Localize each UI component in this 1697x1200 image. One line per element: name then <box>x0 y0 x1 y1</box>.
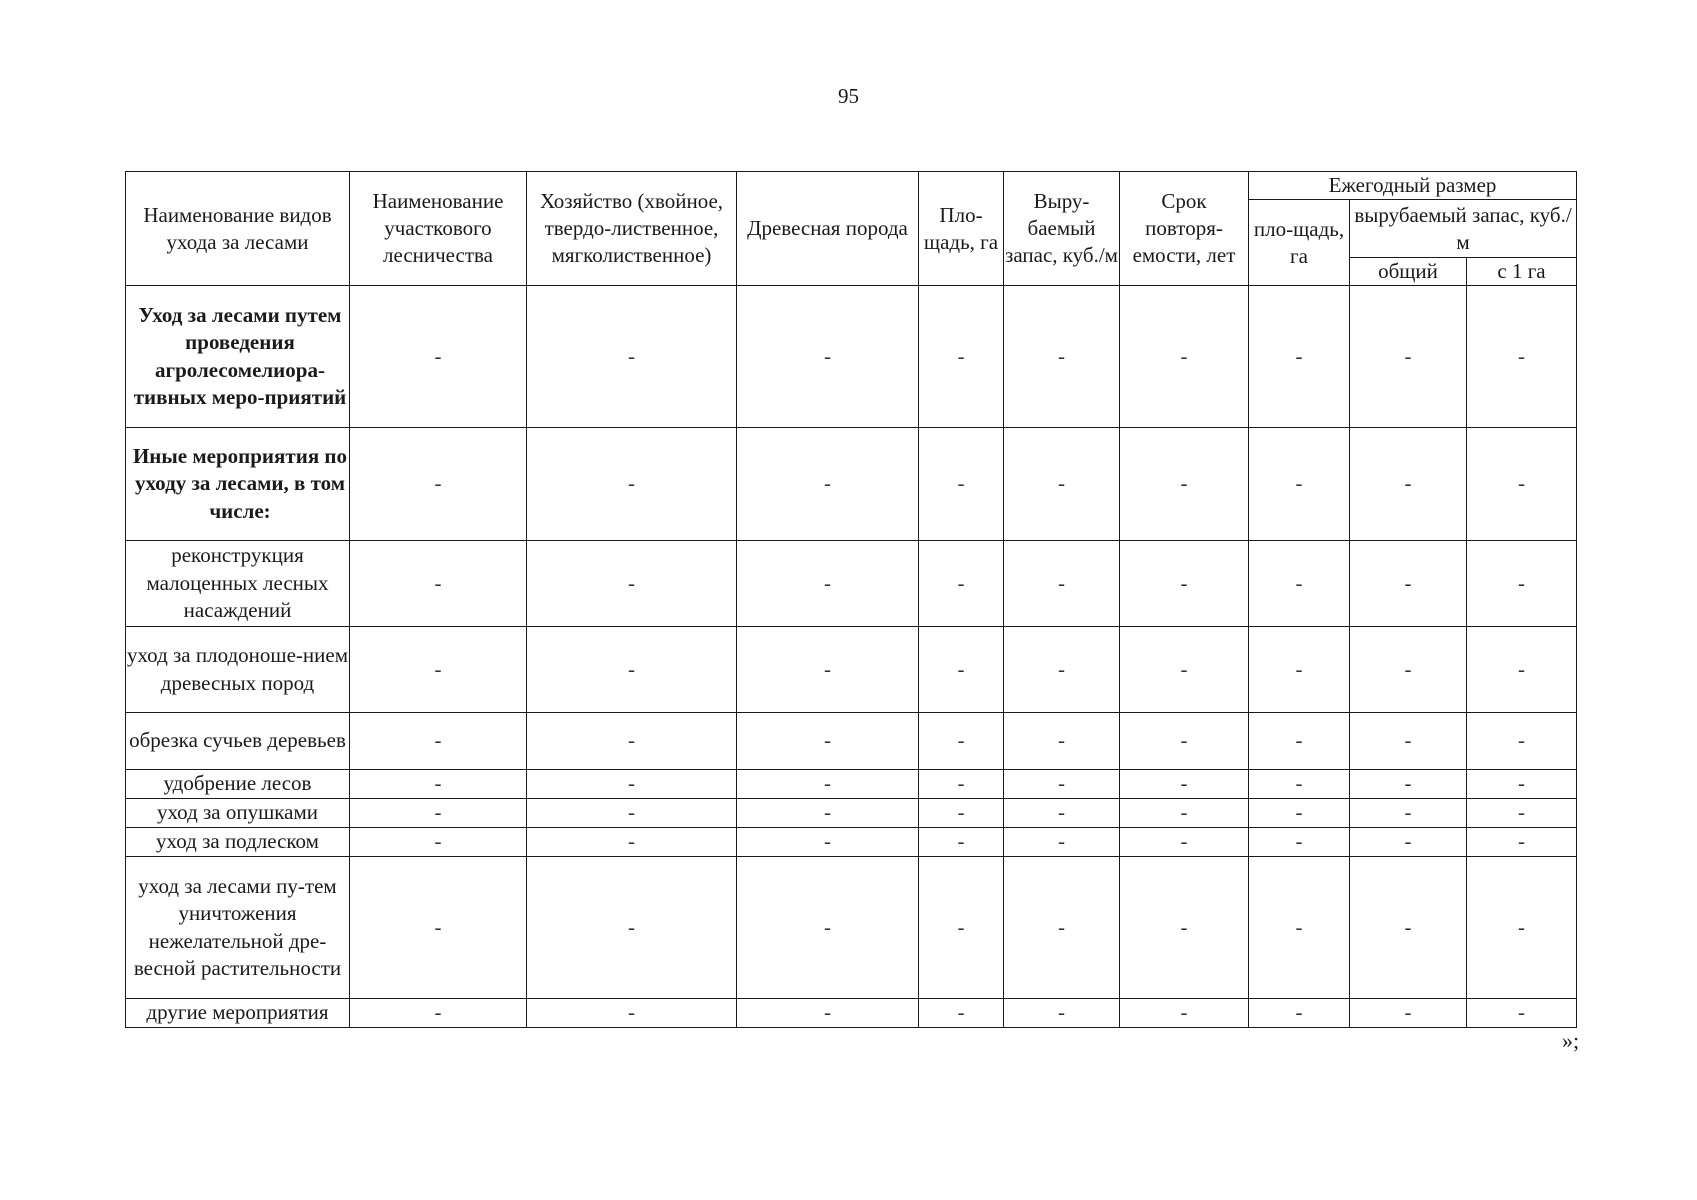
row-value: - <box>737 713 919 770</box>
row-value: - <box>1467 286 1577 428</box>
row-name: Уход за лесами путем проведения агролесомелиора-тивных меро-приятий <box>126 286 350 428</box>
row-value: - <box>737 857 919 999</box>
row-value: - <box>1004 999 1120 1028</box>
row-value: - <box>1467 627 1577 713</box>
row-value: - <box>1004 286 1120 428</box>
row-name: удобрение лесов <box>126 770 350 799</box>
row-value: - <box>919 286 1004 428</box>
row-value: - <box>1350 857 1467 999</box>
row-name: уход за опушками <box>126 799 350 828</box>
row-value: - <box>1249 799 1350 828</box>
header-forestry: Наименование участкового лесничества <box>350 172 527 286</box>
row-value: - <box>1004 627 1120 713</box>
row-value: - <box>737 999 919 1028</box>
header-tree-species: Древесная порода <box>737 172 919 286</box>
row-value: - <box>1249 713 1350 770</box>
row-value: - <box>1467 770 1577 799</box>
row-value: - <box>527 713 737 770</box>
row-value: - <box>1350 799 1467 828</box>
row-value: - <box>350 713 527 770</box>
closing-quote: »; <box>1562 1028 1580 1053</box>
row-value: - <box>1249 770 1350 799</box>
row-value: - <box>1004 828 1120 857</box>
row-value: - <box>737 828 919 857</box>
row-value: - <box>1249 627 1350 713</box>
row-value: - <box>1350 999 1467 1028</box>
row-value: - <box>1467 713 1577 770</box>
row-value: - <box>737 799 919 828</box>
row-value: - <box>350 828 527 857</box>
row-value: - <box>1350 286 1467 428</box>
row-value: - <box>1120 799 1249 828</box>
row-value: - <box>1120 286 1249 428</box>
row-value: - <box>350 770 527 799</box>
row-value: - <box>527 999 737 1028</box>
row-value: - <box>350 286 527 428</box>
header-annual-volume: вырубаемый запас, куб./м <box>1350 200 1577 258</box>
table-row <box>126 799 1577 828</box>
row-value: - <box>527 627 737 713</box>
header-annual-size: Ежегодный размер <box>1249 172 1577 200</box>
row-value: - <box>1249 428 1350 541</box>
header-repeat-period: Срок повторя-емости, лет <box>1120 172 1249 286</box>
row-value: - <box>1004 541 1120 627</box>
header-annual-area: пло-щадь, га <box>1249 200 1350 286</box>
row-value: - <box>350 857 527 999</box>
row-value: - <box>527 857 737 999</box>
row-value: - <box>1249 828 1350 857</box>
row-value: - <box>737 428 919 541</box>
row-value: - <box>919 770 1004 799</box>
row-value: - <box>527 541 737 627</box>
row-value: - <box>527 286 737 428</box>
table-header <box>126 172 1577 286</box>
header-annual-volume-per-ha: с 1 га <box>1467 258 1577 286</box>
row-name: обрезка сучьев деревьев <box>126 713 350 770</box>
row-value: - <box>919 627 1004 713</box>
row-value: - <box>919 799 1004 828</box>
row-value: - <box>919 713 1004 770</box>
row-value: - <box>1120 627 1249 713</box>
row-value: - <box>919 999 1004 1028</box>
row-value: - <box>737 286 919 428</box>
forest-care-table <box>125 171 1577 1028</box>
table-row <box>126 857 1577 999</box>
row-name: другие мероприятия <box>126 999 350 1028</box>
row-value: - <box>1467 541 1577 627</box>
row-value: - <box>1249 999 1350 1028</box>
header-felled-volume: Выру-баемый запас, куб./м <box>1004 172 1120 286</box>
row-value: - <box>1350 770 1467 799</box>
row-value: - <box>527 799 737 828</box>
header-work-type: Наименование видов ухода за лесами <box>126 172 350 286</box>
row-value: - <box>1249 857 1350 999</box>
row-value: - <box>1467 828 1577 857</box>
row-value: - <box>1120 999 1249 1028</box>
row-value: - <box>1004 428 1120 541</box>
row-name: уход за плодоноше-нием древесных пород <box>126 627 350 713</box>
row-value: - <box>1004 713 1120 770</box>
header-area: Пло-щадь, га <box>919 172 1004 286</box>
table-row <box>126 770 1577 799</box>
row-value: - <box>1120 828 1249 857</box>
row-value: - <box>350 999 527 1028</box>
row-value: - <box>1467 799 1577 828</box>
row-value: - <box>1249 541 1350 627</box>
row-value: - <box>1004 799 1120 828</box>
table-row <box>126 286 1577 428</box>
header-annual-volume-total: общий <box>1350 258 1467 286</box>
row-name: уход за лесами пу-тем уничтожения нежелательной дре-весной растительности <box>126 857 350 999</box>
row-value: - <box>1467 428 1577 541</box>
row-name: реконструкция малоценных лесных насаждений <box>126 541 350 627</box>
table-row <box>126 428 1577 541</box>
row-value: - <box>527 828 737 857</box>
row-value: - <box>350 799 527 828</box>
row-value: - <box>1120 428 1249 541</box>
row-value: - <box>1120 857 1249 999</box>
row-value: - <box>1350 627 1467 713</box>
row-value: - <box>737 541 919 627</box>
row-value: - <box>1467 999 1577 1028</box>
row-value: - <box>737 627 919 713</box>
row-value: - <box>1350 713 1467 770</box>
table-row <box>126 541 1577 627</box>
table-row <box>126 627 1577 713</box>
row-value: - <box>527 770 737 799</box>
row-value: - <box>737 770 919 799</box>
row-value: - <box>527 428 737 541</box>
row-value: - <box>919 541 1004 627</box>
row-value: - <box>1120 541 1249 627</box>
table-row <box>126 828 1577 857</box>
row-value: - <box>1120 713 1249 770</box>
row-value: - <box>1004 770 1120 799</box>
row-value: - <box>919 428 1004 541</box>
table-row <box>126 999 1577 1028</box>
row-value: - <box>1249 286 1350 428</box>
row-name: уход за подлеском <box>126 828 350 857</box>
row-value: - <box>1350 428 1467 541</box>
row-name: Иные мероприятия по уходу за лесами, в том числе: <box>126 428 350 541</box>
row-value: - <box>350 428 527 541</box>
row-value: - <box>919 857 1004 999</box>
page-number: 95 <box>838 84 859 108</box>
row-value: - <box>1004 857 1120 999</box>
row-value: - <box>350 627 527 713</box>
table-row <box>126 713 1577 770</box>
row-value: - <box>1467 857 1577 999</box>
row-value: - <box>1350 541 1467 627</box>
row-value: - <box>350 541 527 627</box>
table-body <box>126 286 1577 1028</box>
row-value: - <box>1120 770 1249 799</box>
row-value: - <box>1350 828 1467 857</box>
row-value: - <box>919 828 1004 857</box>
header-economy: Хозяйство (хвойное, твердо-лиственное, мягколиственное) <box>527 172 737 286</box>
